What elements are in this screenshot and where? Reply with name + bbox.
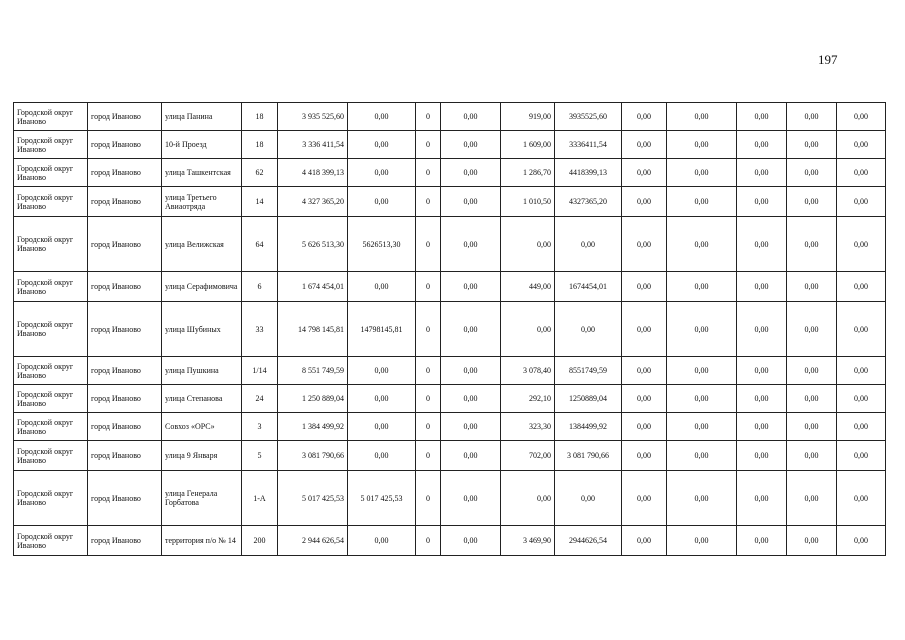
city-cell: город Иваново — [88, 441, 162, 471]
okrug-cell: Городской округ Иваново — [14, 471, 88, 526]
value-cell: 0 — [416, 131, 441, 159]
okrug-cell: Городской округ Иваново — [14, 131, 88, 159]
value-cell: 0,00 — [667, 103, 737, 131]
table-row — [14, 159, 886, 187]
value-cell: 0,00 — [622, 526, 667, 556]
value-cell: 0,00 — [441, 217, 501, 272]
value-cell: 0,00 — [837, 302, 886, 357]
total-cost-cell: 3 935 525,60 — [278, 103, 348, 131]
area-cell: 0,00 — [501, 217, 555, 272]
value-cell: 0,00 — [441, 441, 501, 471]
value-cell: 0,00 — [837, 471, 886, 526]
value-cell: 0 — [416, 103, 441, 131]
value-cell: 0,00 — [837, 357, 886, 385]
value-cell: 0,00 — [837, 131, 886, 159]
value-cell: 0,00 — [737, 131, 787, 159]
value-cell: 0,00 — [622, 131, 667, 159]
value-cell: 0,00 — [555, 471, 622, 526]
value-cell: 0,00 — [441, 103, 501, 131]
value-cell: 0,00 — [837, 272, 886, 302]
okrug-cell: Городской округ Иваново — [14, 302, 88, 357]
table-row — [14, 357, 886, 385]
value-cell: 0,00 — [348, 131, 416, 159]
value-cell: 0,00 — [787, 131, 837, 159]
house-number-cell: 5 — [242, 441, 278, 471]
street-cell: улица Шубиных — [162, 302, 242, 357]
value-cell: 0,00 — [787, 385, 837, 413]
value-cell: 0,00 — [555, 302, 622, 357]
value-cell: 1250889,04 — [555, 385, 622, 413]
table-row — [14, 385, 886, 413]
okrug-cell: Городской округ Иваново — [14, 413, 88, 441]
city-cell: город Иваново — [88, 526, 162, 556]
area-cell: 292,10 — [501, 385, 555, 413]
value-cell: 0,00 — [622, 302, 667, 357]
value-cell: 0,00 — [787, 302, 837, 357]
table-row — [14, 187, 886, 217]
city-cell: город Иваново — [88, 103, 162, 131]
total-cost-cell: 5 626 513,30 — [278, 217, 348, 272]
value-cell: 5626513,30 — [348, 217, 416, 272]
total-cost-cell: 1 674 454,01 — [278, 272, 348, 302]
value-cell: 0 — [416, 272, 441, 302]
value-cell: 0,00 — [737, 357, 787, 385]
value-cell: 0,00 — [555, 217, 622, 272]
value-cell: 0,00 — [441, 187, 501, 217]
value-cell: 0,00 — [667, 471, 737, 526]
value-cell: 0,00 — [622, 441, 667, 471]
value-cell: 0,00 — [837, 385, 886, 413]
total-cost-cell: 4 418 399,13 — [278, 159, 348, 187]
value-cell: 0 — [416, 385, 441, 413]
total-cost-cell: 3 336 411,54 — [278, 131, 348, 159]
okrug-cell: Городской округ Иваново — [14, 187, 88, 217]
value-cell: 0,00 — [441, 302, 501, 357]
house-number-cell: 18 — [242, 103, 278, 131]
value-cell: 0,00 — [667, 385, 737, 413]
value-cell: 0,00 — [622, 272, 667, 302]
value-cell: 0 — [416, 159, 441, 187]
street-cell: улица Панина — [162, 103, 242, 131]
value-cell: 0 — [416, 187, 441, 217]
value-cell: 0,00 — [787, 413, 837, 441]
city-cell: город Иваново — [88, 131, 162, 159]
house-number-cell: 62 — [242, 159, 278, 187]
house-number-cell: 64 — [242, 217, 278, 272]
city-cell: город Иваново — [88, 385, 162, 413]
street-cell: улица Пушкина — [162, 357, 242, 385]
street-cell: улица Степанова — [162, 385, 242, 413]
value-cell: 0,00 — [622, 471, 667, 526]
value-cell: 0,00 — [441, 357, 501, 385]
area-cell: 323,30 — [501, 413, 555, 441]
value-cell: 2944626,54 — [555, 526, 622, 556]
value-cell: 0,00 — [787, 357, 837, 385]
value-cell: 0,00 — [441, 471, 501, 526]
table-row — [14, 272, 886, 302]
okrug-cell: Городской округ Иваново — [14, 103, 88, 131]
value-cell: 0,00 — [667, 272, 737, 302]
value-cell: 0,00 — [622, 217, 667, 272]
okrug-cell: Городской округ Иваново — [14, 526, 88, 556]
house-number-cell: 1-А — [242, 471, 278, 526]
house-number-cell: 24 — [242, 385, 278, 413]
value-cell: 0,00 — [348, 187, 416, 217]
value-cell: 0,00 — [622, 357, 667, 385]
city-cell: город Иваново — [88, 272, 162, 302]
city-cell: город Иваново — [88, 471, 162, 526]
street-cell: улица Генерала Горбатова — [162, 471, 242, 526]
value-cell: 0 — [416, 471, 441, 526]
value-cell: 0,00 — [837, 103, 886, 131]
house-number-cell: 14 — [242, 187, 278, 217]
value-cell: 0,00 — [837, 413, 886, 441]
value-cell: 0,00 — [667, 217, 737, 272]
table-body — [14, 103, 886, 556]
street-cell: улица Велижская — [162, 217, 242, 272]
value-cell: 1384499,92 — [555, 413, 622, 441]
value-cell: 0,00 — [348, 272, 416, 302]
value-cell: 0,00 — [837, 159, 886, 187]
value-cell: 0,00 — [787, 217, 837, 272]
area-cell: 0,00 — [501, 471, 555, 526]
value-cell: 1674454,01 — [555, 272, 622, 302]
page-number: 197 — [818, 52, 838, 67]
total-cost-cell: 14 798 145,81 — [278, 302, 348, 357]
value-cell: 0,00 — [667, 131, 737, 159]
value-cell: 0,00 — [441, 159, 501, 187]
value-cell: 5 017 425,53 — [348, 471, 416, 526]
value-cell: 0,00 — [622, 385, 667, 413]
value-cell: 0,00 — [837, 441, 886, 471]
table-row — [14, 413, 886, 441]
city-cell: город Иваново — [88, 159, 162, 187]
area-cell: 702,00 — [501, 441, 555, 471]
value-cell: 0,00 — [348, 526, 416, 556]
value-cell: 8551749,59 — [555, 357, 622, 385]
value-cell: 0,00 — [622, 413, 667, 441]
house-number-cell: 33 — [242, 302, 278, 357]
table-row — [14, 103, 886, 131]
value-cell: 0,00 — [737, 441, 787, 471]
okrug-cell: Городской округ Иваново — [14, 385, 88, 413]
value-cell: 14798145,81 — [348, 302, 416, 357]
value-cell: 0 — [416, 357, 441, 385]
value-cell: 0,00 — [837, 217, 886, 272]
area-cell: 1 286,70 — [501, 159, 555, 187]
value-cell: 0,00 — [441, 526, 501, 556]
value-cell: 0,00 — [737, 272, 787, 302]
value-cell: 0,00 — [787, 471, 837, 526]
total-cost-cell: 1 384 499,92 — [278, 413, 348, 441]
value-cell: 0 — [416, 302, 441, 357]
value-cell: 0,00 — [737, 385, 787, 413]
value-cell: 0,00 — [787, 187, 837, 217]
total-cost-cell: 4 327 365,20 — [278, 187, 348, 217]
city-cell: город Иваново — [88, 187, 162, 217]
city-cell: город Иваново — [88, 217, 162, 272]
total-cost-cell: 5 017 425,53 — [278, 471, 348, 526]
table-row — [14, 441, 886, 471]
value-cell: 0,00 — [348, 413, 416, 441]
okrug-cell: Городской округ Иваново — [14, 159, 88, 187]
value-cell: 0 — [416, 441, 441, 471]
value-cell: 0,00 — [737, 526, 787, 556]
area-cell: 3 469,90 — [501, 526, 555, 556]
okrug-cell: Городской округ Иваново — [14, 272, 88, 302]
value-cell: 0,00 — [667, 357, 737, 385]
area-cell: 1 609,00 — [501, 131, 555, 159]
value-cell: 0,00 — [667, 159, 737, 187]
street-cell: улица Ташкентская — [162, 159, 242, 187]
area-cell: 449,00 — [501, 272, 555, 302]
house-number-cell: 200 — [242, 526, 278, 556]
value-cell: 0,00 — [348, 159, 416, 187]
area-cell: 1 010,50 — [501, 187, 555, 217]
value-cell: 0 — [416, 413, 441, 441]
street-cell: улица 9 Января — [162, 441, 242, 471]
table-row — [14, 217, 886, 272]
value-cell: 0,00 — [737, 302, 787, 357]
value-cell: 0,00 — [787, 441, 837, 471]
value-cell: 0,00 — [348, 103, 416, 131]
total-cost-cell: 8 551 749,59 — [278, 357, 348, 385]
area-cell: 3 078,40 — [501, 357, 555, 385]
value-cell: 0,00 — [737, 413, 787, 441]
street-cell: улица Третьего Авиаотряда — [162, 187, 242, 217]
value-cell: 0 — [416, 217, 441, 272]
value-cell: 0,00 — [737, 217, 787, 272]
value-cell: 4418399,13 — [555, 159, 622, 187]
total-cost-cell: 2 944 626,54 — [278, 526, 348, 556]
value-cell: 0,00 — [622, 159, 667, 187]
value-cell: 0,00 — [787, 103, 837, 131]
total-cost-cell: 3 081 790,66 — [278, 441, 348, 471]
street-cell: 10-й Проезд — [162, 131, 242, 159]
value-cell: 0,00 — [441, 413, 501, 441]
value-cell: 0,00 — [622, 187, 667, 217]
value-cell: 0,00 — [348, 441, 416, 471]
value-cell: 0 — [416, 526, 441, 556]
value-cell: 0,00 — [622, 103, 667, 131]
value-cell: 0,00 — [837, 526, 886, 556]
table-row — [14, 131, 886, 159]
value-cell: 0,00 — [441, 385, 501, 413]
house-number-cell: 18 — [242, 131, 278, 159]
street-cell: Совхоз «ОРС» — [162, 413, 242, 441]
table-row — [14, 471, 886, 526]
house-number-cell: 6 — [242, 272, 278, 302]
value-cell: 0,00 — [787, 526, 837, 556]
value-cell: 0,00 — [737, 187, 787, 217]
street-cell: улица Серафимовича — [162, 272, 242, 302]
value-cell: 0,00 — [348, 385, 416, 413]
register-table — [13, 102, 886, 556]
value-cell: 0,00 — [348, 357, 416, 385]
total-cost-cell: 1 250 889,04 — [278, 385, 348, 413]
table-row — [14, 302, 886, 357]
value-cell: 0,00 — [737, 103, 787, 131]
value-cell: 4327365,20 — [555, 187, 622, 217]
value-cell: 0,00 — [667, 187, 737, 217]
value-cell: 0,00 — [737, 471, 787, 526]
street-cell: территория п/о № 14 — [162, 526, 242, 556]
okrug-cell: Городской округ Иваново — [14, 357, 88, 385]
city-cell: город Иваново — [88, 413, 162, 441]
area-cell: 0,00 — [501, 302, 555, 357]
value-cell: 3336411,54 — [555, 131, 622, 159]
value-cell: 0,00 — [787, 159, 837, 187]
okrug-cell: Городской округ Иваново — [14, 217, 88, 272]
value-cell: 0,00 — [737, 159, 787, 187]
value-cell: 0,00 — [667, 441, 737, 471]
table-row — [14, 526, 886, 556]
area-cell: 919,00 — [501, 103, 555, 131]
value-cell: 3 081 790,66 — [555, 441, 622, 471]
city-cell: город Иваново — [88, 357, 162, 385]
value-cell: 0,00 — [787, 272, 837, 302]
house-number-cell: 3 — [242, 413, 278, 441]
house-number-cell: 1/14 — [242, 357, 278, 385]
value-cell: 0,00 — [441, 272, 501, 302]
city-cell: город Иваново — [88, 302, 162, 357]
value-cell: 0,00 — [837, 187, 886, 217]
value-cell: 0,00 — [667, 413, 737, 441]
value-cell: 0,00 — [667, 526, 737, 556]
value-cell: 0,00 — [441, 131, 501, 159]
okrug-cell: Городской округ Иваново — [14, 441, 88, 471]
value-cell: 0,00 — [667, 302, 737, 357]
value-cell: 3935525,60 — [555, 103, 622, 131]
